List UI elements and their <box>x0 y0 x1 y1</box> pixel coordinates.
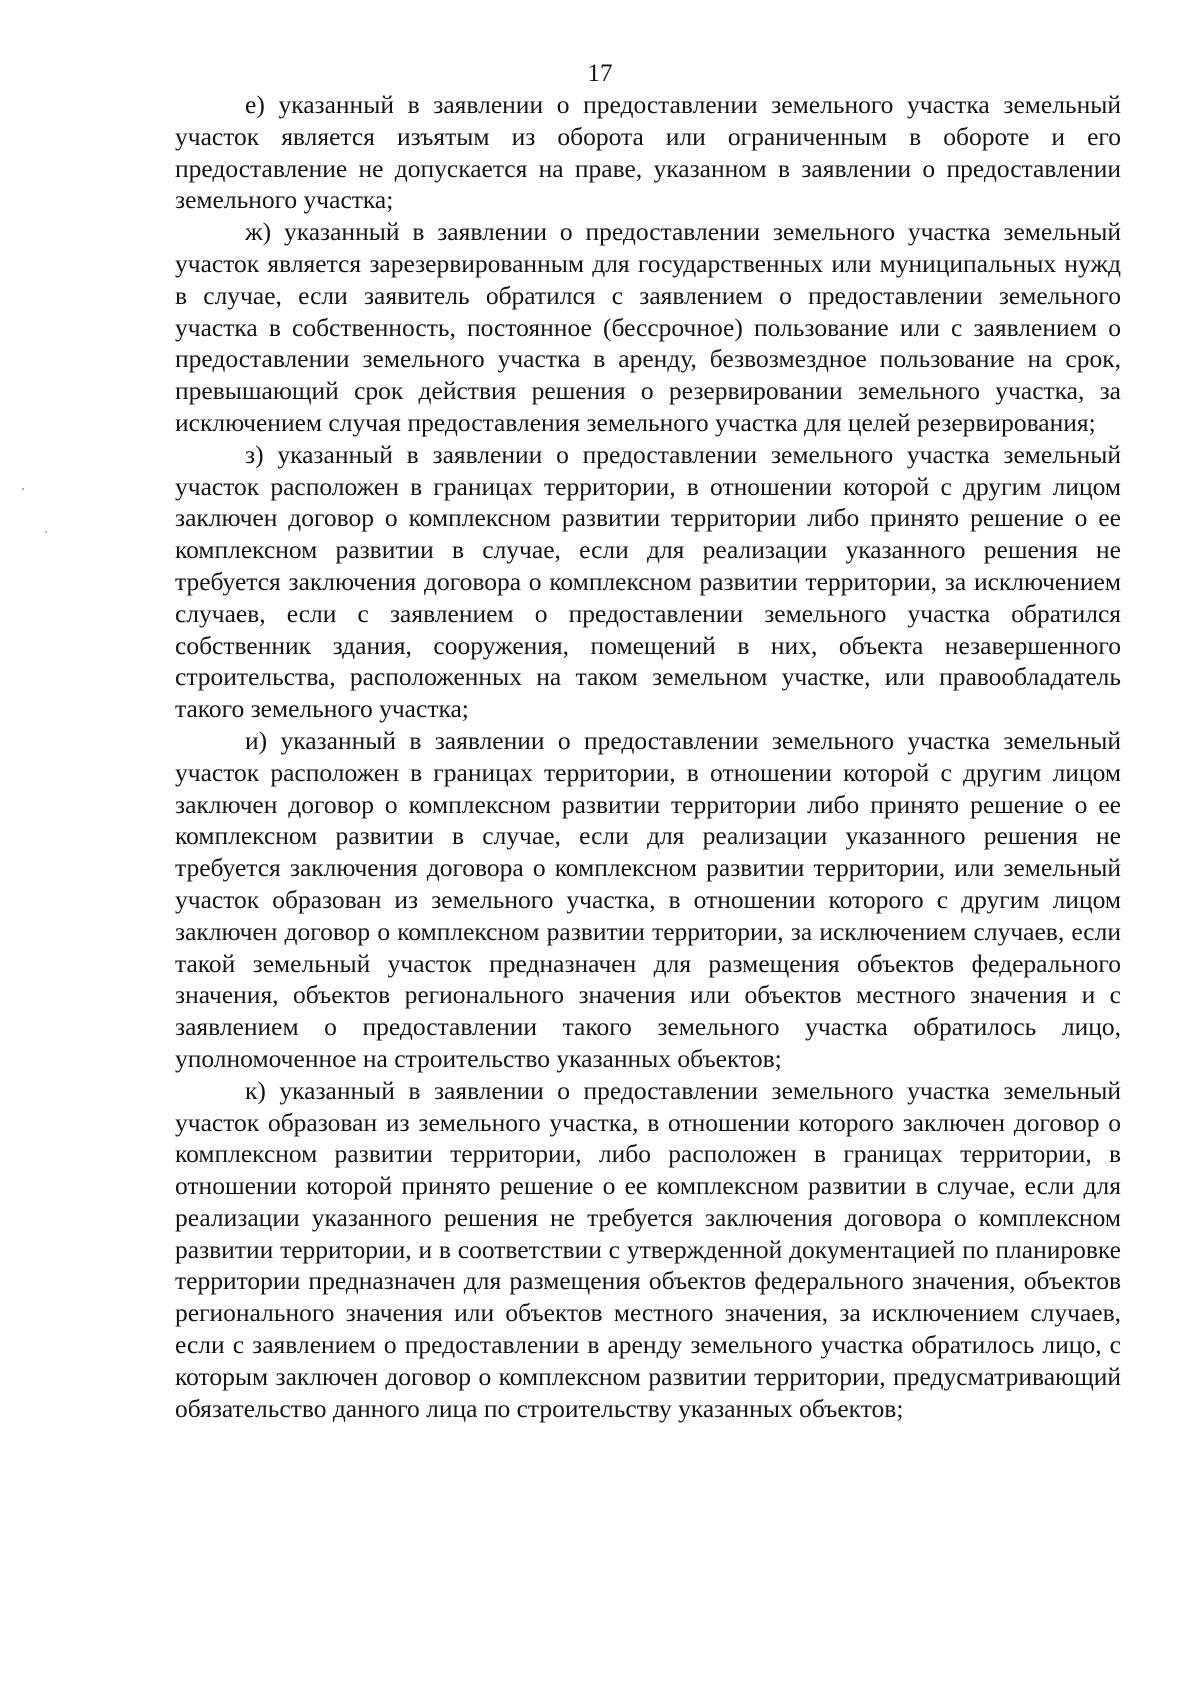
scan-speck <box>45 531 47 533</box>
document-body <box>175 89 1121 1424</box>
paragraph-e: е) указанный в заявлении о предоставлении земельного участка земельный участок является изъятым из оборота или ограниченным в обороте и его предоставление не допускается на праве, указанном в заявлении о предоставлении земельного участка; <box>175 90 1121 215</box>
paragraph-zh: ж) указанный в заявлении о предоставлении земельного участка земельный участок является зарезервированным для государственных или муниципальных нужд в случае, если заявитель обратился с заявлением о предоставлении земельного участка в собственность, постоянное (бессрочное) пользование или с заявлением о предоставлении земельного участка в аренду, безвозмездное пользование на срок, превышающий срок действия решения о резервировании земельного участка, за исключением случая предоставления земельного участка для целей резервирования; <box>175 217 1121 437</box>
scan-speck <box>22 488 24 490</box>
paragraph-i: и) указанный в заявлении о предоставлении земельного участка земельный участок расположен в границах территории, в отношении которой с другим лицом заключен договор о комплексном развитии территории либо принято решение о ее комплексном развитии в случае, если для реализации указанного решения не требуется заключения договора о комплексном развитии территории, или земельный участок образован из земельного участка, в отношении которого с другим лицом заключен договор о комплексном развитии территории, за исключением случаев, если такой земельный участок предназначен для размещения объектов федерального значения, объектов регионального значения или объектов местного значения и с заявлением о предоставлении такого земельного участка обратилось лицо, уполномоченное на строительство указанных объектов; <box>175 725 1121 1073</box>
paragraph-z: з) указанный в заявлении о предоставлении земельного участка земельный участок расположен в границах территории, в отношении которой с другим лицом заключен договор о комплексном развитии территории либо принято решение о ее комплексном развитии в случае, если для реализации указанного решения не требуется заключения договора о комплексном развитии территории, за исключением случаев, если с заявлением о предоставлении земельного участка обратился собственник здания, сооружения, помещений в них, объекта незавершенного строительства, расположенных на таком земельном участке, или правообладатель такого земельного участка; <box>175 439 1121 724</box>
page-number: 17 <box>587 60 613 87</box>
paragraph-k: к) указанный в заявлении о предоставлении земельного участка земельный участок образован из земельного участка, в отношении которого заключен договор о комплексном развитии территории, либо расположен в границах территории, в отношении которой принято решение о ее комплексном развитии в случае, если для реализации указанного решения не требуется заключения договора о комплексном развитии территории, и в соответствии с утвержденной документацией по планировке территории предназначен для размещения объектов федерального значения, объектов регионального значения или объектов местного значения, за исключением случаев, если с заявлением о предоставлении в аренду земельного участка обратилось лицо, с которым заключен договор о комплексном развитии территории, предусматривающий обязательство данного лица по строительству указанных объектов; <box>175 1075 1121 1423</box>
